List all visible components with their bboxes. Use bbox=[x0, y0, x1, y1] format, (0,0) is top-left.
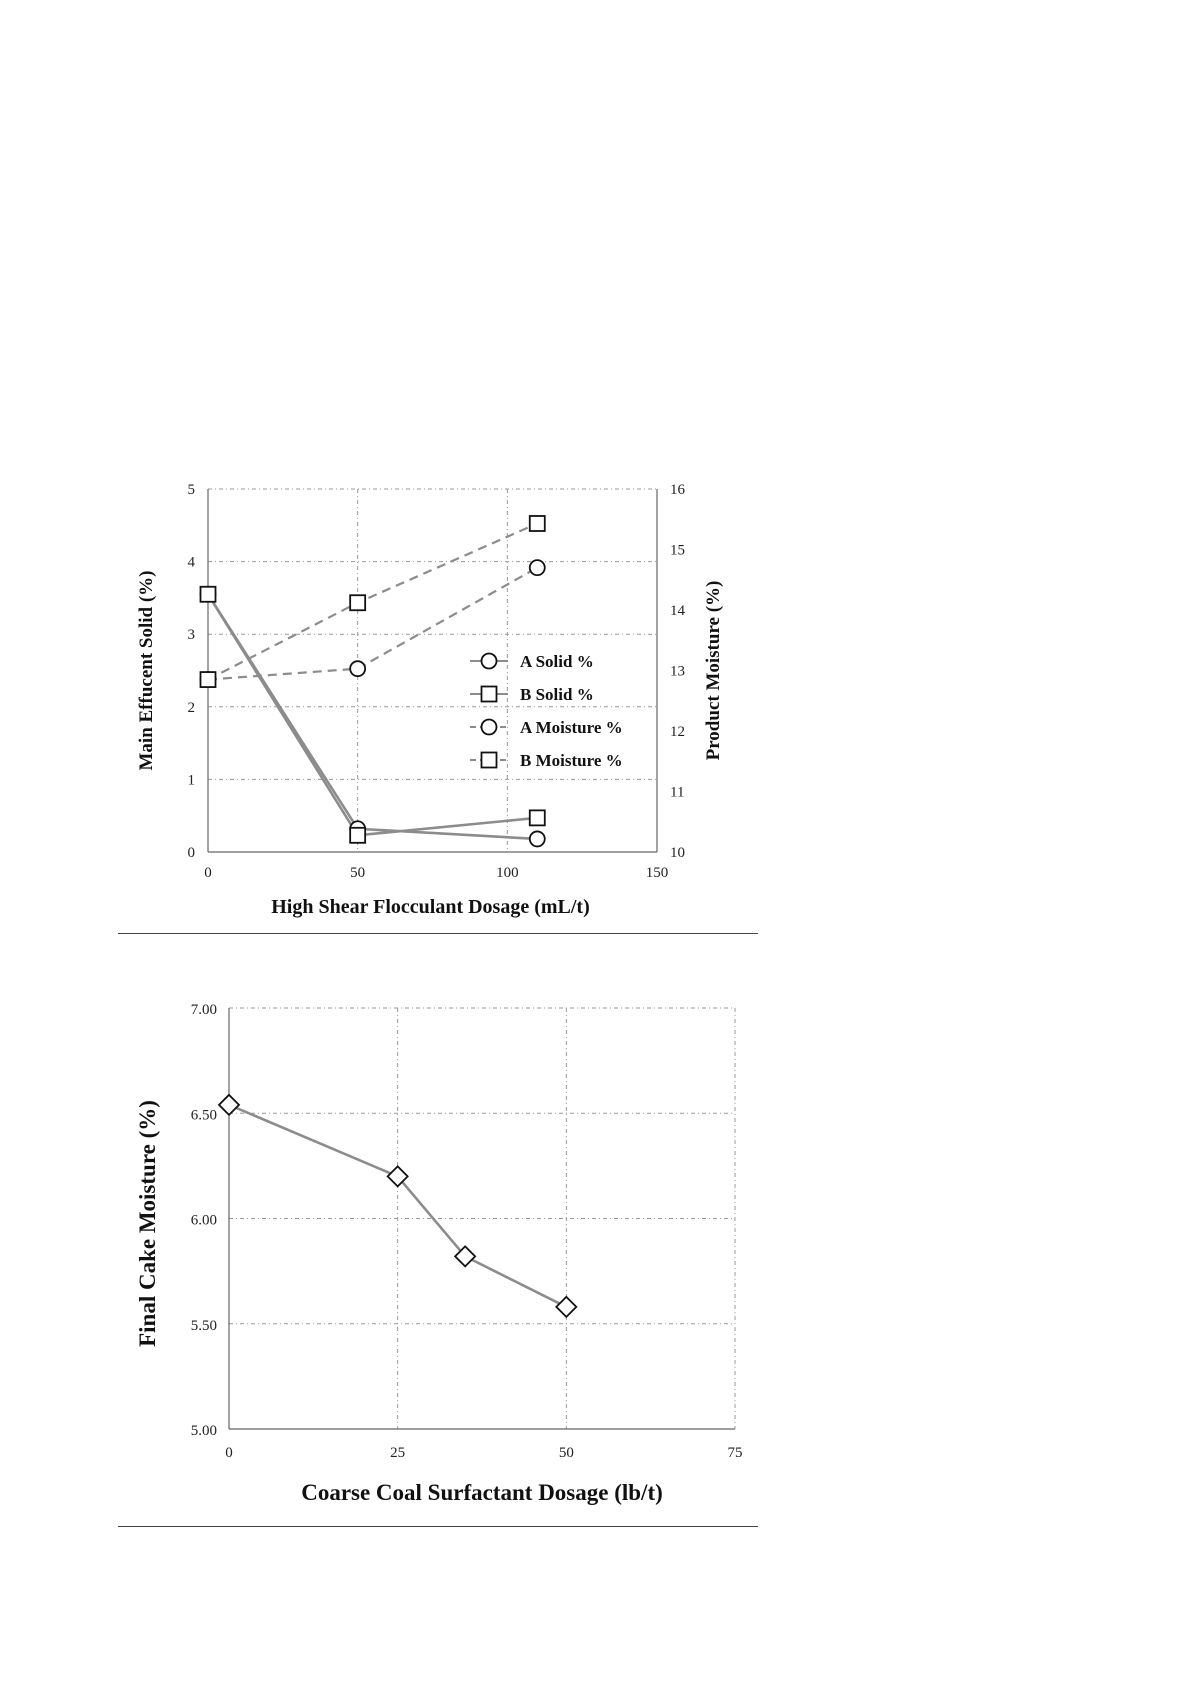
x-axis-title: High Shear Flocculant Dosage (mL/t) bbox=[271, 896, 590, 918]
x-tick-label: 100 bbox=[496, 865, 519, 881]
y-tick-label: 3 bbox=[187, 627, 195, 644]
legend-label: A Moisture % bbox=[520, 718, 623, 737]
y-axis-title: Final Cake Moisture (%) bbox=[135, 1100, 160, 1347]
x-tick-label: 50 bbox=[558, 1445, 574, 1461]
series-0-point bbox=[219, 1095, 239, 1115]
series-0-point bbox=[556, 1297, 576, 1317]
y-tick-label: 6.00 bbox=[190, 1212, 217, 1229]
y2-tick-label: 16 bbox=[670, 482, 685, 498]
y-tick-label: 1 bbox=[187, 772, 195, 789]
y-tick-label: 5.50 bbox=[190, 1317, 217, 1334]
x-tick-label: 25 bbox=[390, 1445, 406, 1461]
y-axis-title: Main Effucent Solid (%) bbox=[136, 570, 157, 771]
legend-label: A Solid % bbox=[520, 652, 594, 671]
y-tick-label: 2 bbox=[187, 699, 195, 716]
y2-tick-label: 11 bbox=[670, 784, 685, 801]
y-tick-label: 7.00 bbox=[190, 1002, 217, 1018]
x-tick-label: 75 bbox=[727, 1445, 743, 1461]
y-tick-label: 5.00 bbox=[190, 1423, 217, 1439]
x-axis-title: Coarse Coal Surfactant Dosage (lb/t) bbox=[301, 1480, 663, 1505]
series-line-0 bbox=[229, 1105, 566, 1307]
legend-label: B Solid % bbox=[520, 685, 594, 704]
y-tick-label: 0 bbox=[187, 845, 195, 861]
separator-rule-bottom bbox=[118, 1526, 758, 1527]
y-tick-label: 5 bbox=[187, 482, 195, 498]
y2-axis-title: Product Moisture (%) bbox=[703, 580, 724, 761]
y-tick-label: 6.50 bbox=[190, 1107, 217, 1124]
y2-tick-label: 15 bbox=[670, 542, 685, 559]
x-tick-label: 50 bbox=[350, 865, 366, 881]
y-tick-label: 4 bbox=[187, 554, 195, 571]
y2-tick-label: 14 bbox=[670, 603, 685, 619]
x-tick-label: 0 bbox=[225, 1445, 233, 1461]
y2-tick-label: 10 bbox=[670, 845, 685, 861]
y2-tick-label: 12 bbox=[670, 724, 685, 740]
x-tick-label: 150 bbox=[645, 865, 669, 881]
legend-label: B Moisture % bbox=[520, 751, 623, 770]
x-tick-label: 0 bbox=[204, 865, 212, 881]
y2-tick-label: 13 bbox=[670, 663, 685, 680]
